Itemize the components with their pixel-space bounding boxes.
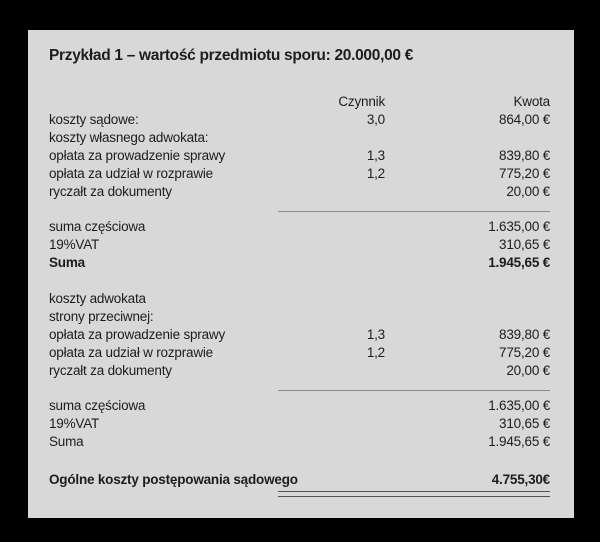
section-gap <box>49 451 550 471</box>
table-row <box>49 183 550 201</box>
row-czynnik <box>265 218 385 236</box>
row-kwota: 20,00 € <box>506 363 550 378</box>
subtotal-divider <box>278 211 550 212</box>
section-gap <box>49 272 550 290</box>
row-label: suma częściowa <box>49 398 146 413</box>
example-title: Przykład 1 – wartość przedmiotu sporu: 20.000,00 € <box>49 47 414 64</box>
row-label: Suma <box>49 255 85 270</box>
table-row <box>49 129 550 147</box>
table-row <box>49 415 550 433</box>
table-row <box>49 326 550 344</box>
cost-example-panel <box>28 30 574 518</box>
table-row-sum <box>49 433 550 451</box>
table-row <box>49 147 550 165</box>
row-kwota: 775,20 € <box>499 345 550 360</box>
row-label: opłata za udział w rozprawie <box>49 166 213 181</box>
row-czynnik <box>265 183 385 201</box>
row-label: opłata za udział w rozprawie <box>49 345 213 360</box>
row-kwota: 839,80 € <box>499 148 550 163</box>
row-czynnik <box>298 471 404 489</box>
table-row <box>49 397 550 415</box>
table-row <box>49 362 550 380</box>
table-row <box>49 218 550 236</box>
row-czynnik: 1,2 <box>366 166 385 181</box>
row-czynnik: 1,3 <box>366 327 385 342</box>
row-czynnik: 1,2 <box>366 345 385 360</box>
grand-total-divider <box>278 491 550 497</box>
table-header-row <box>49 93 550 111</box>
row-czynnik <box>265 415 385 433</box>
row-kwota <box>385 129 550 147</box>
column-header-czynnik: Czynnik <box>338 94 385 109</box>
row-czynnik: 3,0 <box>366 112 385 127</box>
row-kwota: 1.945,65 € <box>488 434 550 449</box>
table-row <box>49 165 550 183</box>
row-kwota: 1.635,00 € <box>488 398 550 413</box>
row-kwota: 310,65 € <box>499 237 550 252</box>
row-czynnik <box>265 254 385 272</box>
row-label: opłata za prowadzenie sprawy <box>49 327 226 342</box>
row-czynnik <box>265 236 385 254</box>
row-kwota <box>385 290 550 308</box>
row-kwota: 775,20 € <box>499 166 550 181</box>
row-kwota <box>385 308 550 326</box>
row-label: ryczałt za dokumenty <box>49 363 172 378</box>
row-kwota: 839,80 € <box>499 327 550 342</box>
row-label: 19%VAT <box>49 416 100 431</box>
row-kwota: 1.945,65 € <box>488 255 550 270</box>
table-row <box>49 290 550 308</box>
row-czynnik: 1,3 <box>366 148 385 163</box>
subtotal-divider <box>278 390 550 391</box>
table-row-sum <box>49 254 550 272</box>
column-header-kwota: Kwota <box>513 94 550 109</box>
table-row <box>49 344 550 362</box>
row-czynnik <box>265 362 385 380</box>
row-czynnik <box>265 308 385 326</box>
row-label: ryczałt za dokumenty <box>49 184 172 199</box>
table-row <box>49 111 550 129</box>
table-row-grand-total <box>49 471 550 489</box>
row-label: strony przeciwnej: <box>49 309 154 324</box>
row-label: Ogólne koszty postępowania sądowego <box>49 472 298 487</box>
row-kwota: 1.635,00 € <box>488 219 550 234</box>
row-czynnik <box>265 433 385 451</box>
row-kwota: 864,00 € <box>499 112 550 127</box>
row-label: opłata za prowadzenie sprawy <box>49 148 226 163</box>
row-czynnik <box>265 397 385 415</box>
row-czynnik <box>265 129 385 147</box>
table-row <box>49 308 550 326</box>
row-label: suma częściowa <box>49 219 146 234</box>
header-label-spacer <box>49 93 265 111</box>
row-label: 19%VAT <box>49 237 100 252</box>
row-kwota: 4.755,30€ <box>491 472 550 487</box>
row-kwota: 310,65 € <box>499 416 550 431</box>
row-label: koszty adwokata <box>49 291 146 306</box>
row-label: koszty sądowe: <box>49 112 139 127</box>
row-kwota: 20,00 € <box>506 184 550 199</box>
cost-table <box>49 93 550 497</box>
table-row <box>49 236 550 254</box>
row-label: Suma <box>49 434 84 449</box>
row-czynnik <box>265 290 385 308</box>
row-label: koszty własnego adwokata: <box>49 130 209 145</box>
